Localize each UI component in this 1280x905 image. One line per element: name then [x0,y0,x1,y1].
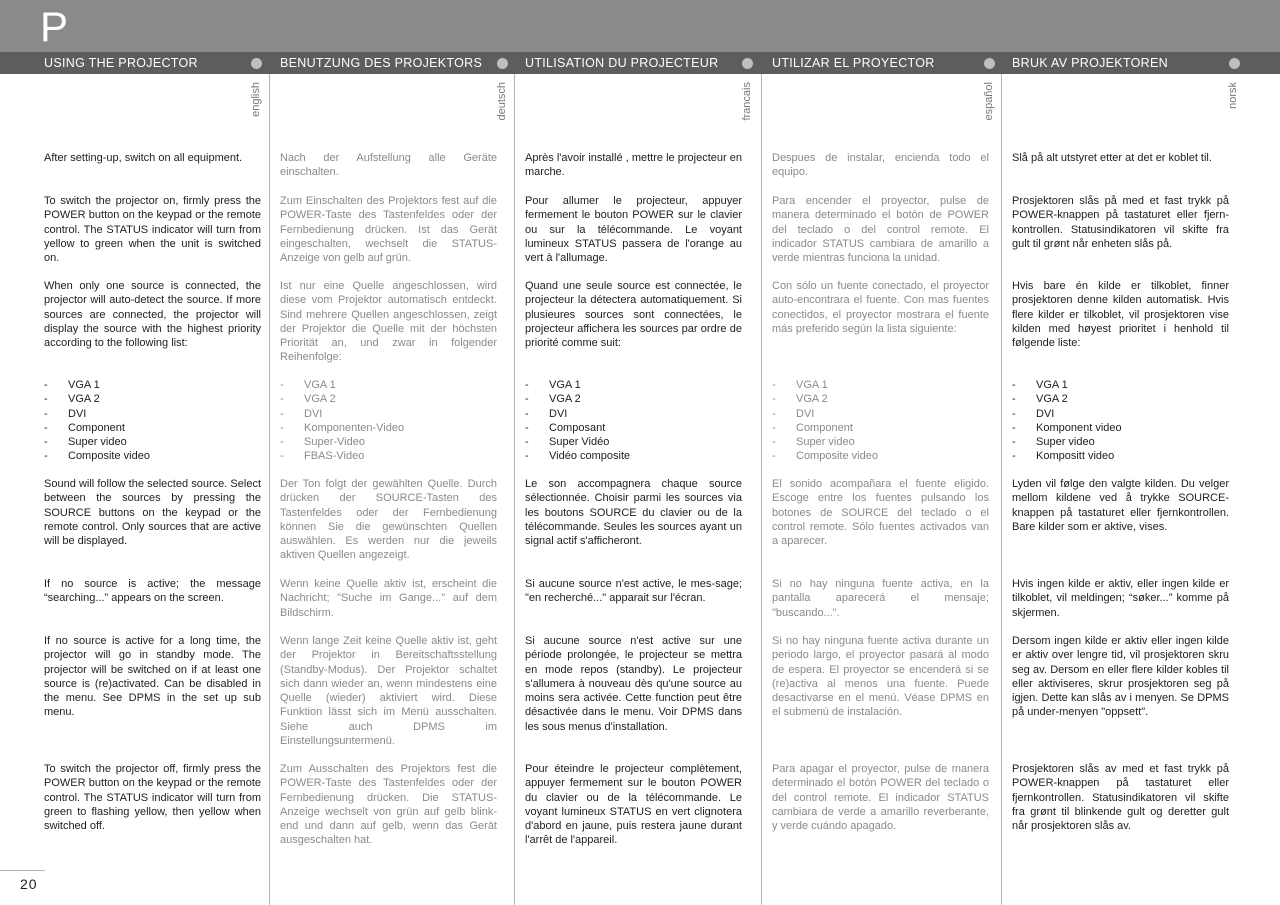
list-item: - DVI [772,407,815,420]
list-item: - Komponent video [1012,421,1122,434]
column-divider [514,74,515,905]
list-item: - VGA 2 [525,393,581,406]
list-item: - DVI [1012,407,1055,420]
paragraph: Hvis ingen kilde er aktiv, eller ingen kilde er tilkoblet, vil meldingen; “søker...” komme på skjermen. [1012,578,1229,619]
paragraph: Despues de instalar, encienda todo el equipo. [772,152,989,179]
paragraph: Ist nur eine Quelle angeschlossen, wird diese vom Projektor automatisch entdeckt. Sind mehrere Quellen angeschlossen, zeigt der Projektor die Quelle mit der höchsten Priorität an, und zwar in folgender Reihenfolge: [280,280,497,364]
paragraph: El sonido acompañara el fuente eligido. Escoge entre los fuentes pulsando los botones de SOURCE del teclado o el control remote. Sólo fuentes activados van a aparecer. [772,478,989,548]
paragraph: Si aucune source n'est active, le mes-sage; "en recherché..." apparait sur l'écran. [525,578,742,605]
list-item: - VGA 2 [772,393,828,406]
paragraph: Der Ton folgt der gewählten Quelle. Durch drücken der SOURCE-Tasten des Tastenfeldes oder der Fernbedienung können Sie die gewünschten Quellen auswählen. Es werden nur die jeweils aktiven Quellen angezeigt. [280,478,497,562]
source-priority-list [1012,378,1229,464]
paragraph: If no source is active; the message “searching...” appears on the screen. [44,578,261,605]
list-item: - Component [44,421,125,434]
column-divider [761,74,762,905]
bullet-dot-icon [742,58,753,69]
list-item: - Super-Video [280,436,365,449]
list-item: - Super video [44,436,127,449]
list-item: - VGA 1 [772,379,828,391]
list-item: - DVI [280,407,323,420]
column-header-francais: UTILISATION DU PROJECTEUR [525,56,719,70]
language-label-francais: francais [741,82,753,121]
list-item: - VGA 1 [280,379,336,391]
list-item: - Composite video [772,450,878,463]
paragraph: Prosjektoren slås på med et fast trykk på POWER-knappen på tastaturet eller fjern-kontrollen. Statusindikatoren vil skifte fra gult til grønt når enheten slås på. [1012,195,1229,250]
list-item: - Vidéo composite [525,450,631,463]
language-label-norsk: norsk [1227,82,1239,109]
list-item: - Composite video [44,450,150,463]
paragraph: Hvis bare én kilde er tilkoblet, finner prosjektoren denne kilden automatisk. Hvis flere kilder er tilkoblet, vil prosjektoren vise kilden med høyest prioritet i henhold til følgende liste: [1012,280,1229,350]
paragraph: If no source is active for a long time, the projector will go in standby mode. The projector will be switched on if at least one source is (re)activated. Can be disabled in the menu. See DPMS in the set up sub menu. [44,635,261,719]
paragraph: Si aucune source n'est active sur une période prolongée, le projecteur se mettra en mode repos (standby). Le projecteur s'allumera à nouveau dès qu'une source au moins sera activée. Cette function peut être désactivée dans le menu. Voir DPMS dans les sous menus d'installation. [525,635,742,733]
paragraph: Wenn lange Zeit keine Quelle aktiv ist, geht der Projektor in Bereitschaftsstellung (Standby-Modus). Der Projektor schaltet sich dann wieder an, wenn mindestens eine Quelle (wieder) aktiviert wird. Diese Funktion lässt sich im Menü ausschalten. Siehe auch DPMS im Einstellungsuntermenü. [280,635,497,748]
paragraph: Wenn keine Quelle aktiv ist, erscheint die Nachricht; "Suche im Gange..." auf dem Bildschirm. [280,578,497,619]
paragraph: Si no hay ninguna fuente activa, en la pantalla aparecerá el mensaje; "buscando...". [772,578,989,619]
list-item: - Super video [1012,436,1095,449]
paragraph: Zum Einschalten des Projektors fest auf die POWER-Taste des Tastenfeldes oder der Fernbedienung drücken. Ist das Gerät eingeschalten, wechselt die STATUS-Anzeige von gelb auf grün. [280,195,497,265]
list-item: - Component [772,421,853,434]
language-label-english: english [250,82,262,117]
section-letter: P [40,3,69,50]
list-item: - VGA 1 [525,379,581,391]
list-item: - DVI [525,407,568,420]
list-item: - Komponenten-Video [280,421,405,434]
footer-rule [0,870,45,871]
page-number: 20 [20,876,38,892]
bullet-dot-icon [497,58,508,69]
source-priority-list [772,378,989,464]
paragraph: To switch the projector on, firmly press the POWER button on the keypad or the remote control. The STATUS indicator will turn from yellow to green when the unit is switched on. [44,195,261,265]
column-divider [269,74,270,905]
paragraph: Para encender el proyector, pulse de manera determinado el botón de POWER del teclado o del control remote. El indicador STATUS cambiara de amarillo a verde mientras funciona la unidad. [772,195,989,265]
paragraph: Lyden vil følge den valgte kilden. Du velger mellom kildene ved å trykke SOURCE-knappen på tastaturet eller fjernkontrollen. Bare kilder som er aktive, vises. [1012,478,1229,533]
list-item: - VGA 1 [44,379,100,391]
list-item: - VGA 2 [280,393,336,406]
paragraph: Slå på alt utstyret etter at det er koblet til. [1012,152,1212,164]
paragraph: Prosjektoren slås av med et fast trykk på POWER-knappen på tastaturet eller fjernkontrollen. Statusindikatoren vil skifte fra grønt til blinkende gult og deretter gult når prosjektoren slås av. [1012,763,1229,833]
paragraph: Dersom ingen kilde er aktiv eller ingen kilde er aktiv over lengre tid, vil prosjektoren skru seg av. Dersom en eller flere kilder kobles til eller aktiviseres, skrur prosjektoren seg på igjen. Dette kan slås av i menyen. Se DPMS på under-menyen "oppsett". [1012,635,1229,719]
paragraph: When only one source is connected, the projector will auto-detect the source. If more sources are connected, the projector will display the source with the highest priority according to the following list: [44,280,261,350]
column-header-row [0,52,1280,74]
paragraph: Après l'avoir installé , mettre le projecteur en marche. [525,152,742,179]
paragraph: To switch the projector off, firmly press the POWER button on the keypad or the remote control. The STATUS indicator will turn from green to flashing yellow, then yellow when switched off. [44,763,261,833]
list-item: - VGA 2 [1012,393,1068,406]
column-header-norsk: BRUK AV PROJEKTOREN [1012,56,1168,70]
source-priority-list [280,378,497,464]
paragraph: After setting-up, switch on all equipment. [44,152,243,164]
paragraph: Nach der Aufstellung alle Geräte einschalten. [280,152,497,179]
column-header-deutsch: BENUTZUNG DES PROJEKTORS [280,56,483,70]
list-item: - Super video [772,436,855,449]
list-item: - Kompositt video [1012,450,1115,463]
paragraph: Si no hay ninguna fuente activa durante un periodo largo, el proyector pasará al modo de espera. El proyector se encenderá si se (re)activa al menos una fuente. Puede desactivarse en el menú. Véase DPMS en el submenú de instalación. [772,635,989,719]
column-divider [1001,74,1002,905]
list-item: - DVI [44,407,87,420]
list-item: - FBAS-Video [280,450,365,463]
paragraph: Pour éteindre le projecteur complètement, appuyer fermement sur le bouton POWER du clavier ou de la télécommande. Le voyant lumineux STATUS en vert clignotera d'abord en jaune, puis restera jaune durant l'arrêt de l'appareil. [525,763,742,847]
bullet-dot-icon [984,58,995,69]
language-label-deutsch: deutsch [496,82,508,121]
paragraph: Zum Ausschalten des Projektors fest die POWER-Taste des Tastenfeldes oder der Fernbedienung drücken. Die STATUS-Anzeige wechselt von grün auf gelb blink-end und dann auf gelb, wenn das Gerät ausgeschalten hat. [280,763,497,847]
paragraph: Pour allumer le projecteur, appuyer fermement le bouton POWER sur le clavier ou sur la télécommande. Le voyant lumineux STATUS passera de l'orange au vert à l'allumage. [525,195,742,265]
paragraph: Le son accompagnera chaque source sélectionnée. Choisir parmi les sources via les boutons SOURCE du clavier ou de la télécommande. Seules les sources ayant un signal actif s'afficheront. [525,478,742,548]
bullet-dot-icon [1229,58,1240,69]
paragraph: Quand une seule source est connectée, le projecteur la détectera automatiquement. Si plusieures sources sont connectées, le projecteur affichera les sources par ordre de priorité comme suit: [525,280,742,350]
column-header-english: USING THE PROJECTOR [44,56,198,70]
list-item: - Super Vidéo [525,436,610,449]
source-priority-list [525,378,742,464]
paragraph: Para apagar el proyector, pulse de manera determinado el botón POWER del teclado o del control remote. El indicador STATUS cambiara de verde a amarillo reverberante, y verde cuándo apagado. [772,763,989,833]
paragraph: Sound will follow the selected source. Select between the sources by pressing the SOURCE buttons on the keypad or the remote control. Only sources that are active will be displayed. [44,478,261,548]
list-item: - VGA 2 [44,393,100,406]
column-header-espanol: UTILIZAR EL PROYECTOR [772,56,935,70]
top-band [0,0,1280,52]
source-priority-list [44,378,261,464]
bullet-dot-icon [251,58,262,69]
list-item: - Composant [525,421,606,434]
list-item: - VGA 1 [1012,379,1068,391]
paragraph: Con sólo un fuente conectado, el proyector auto-encontrara el fuente. Con mas fuentes conectidos, el proyector mostrara el fuente más preferido según la lista siguiente: [772,280,989,335]
language-label-espanol: español [983,82,995,121]
